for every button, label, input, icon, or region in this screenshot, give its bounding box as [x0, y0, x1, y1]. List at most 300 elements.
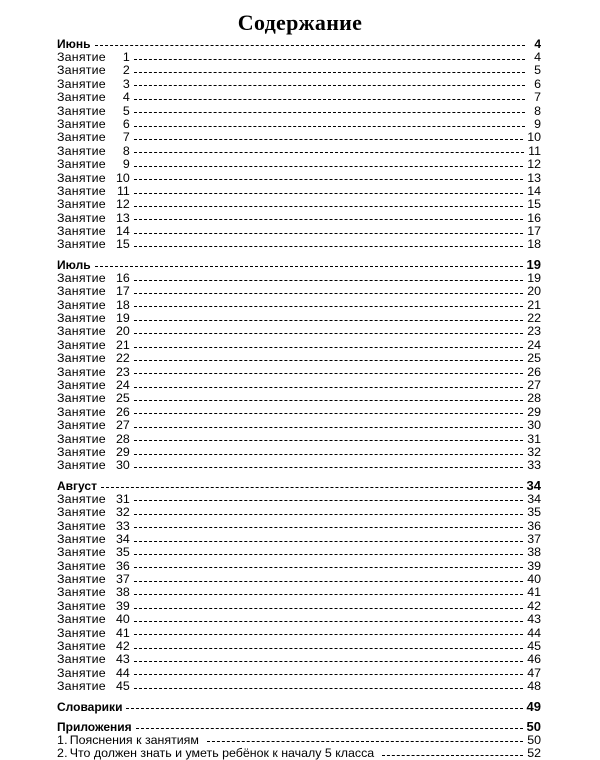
dot-leader	[134, 633, 523, 635]
dot-leader	[134, 607, 523, 609]
lesson-entry[interactable]	[57, 91, 541, 104]
entry-number: 38	[116, 585, 130, 600]
entry-label	[57, 145, 130, 158]
entry-number: 9	[122, 157, 130, 172]
lesson-entry[interactable]	[57, 172, 541, 185]
lesson-entry[interactable]	[57, 459, 541, 472]
lesson-entry[interactable]	[57, 627, 541, 640]
dot-leader	[134, 205, 523, 207]
entry-word: Занятие	[57, 210, 106, 225]
entry-number: 24	[116, 377, 130, 392]
dot-leader	[134, 553, 523, 555]
entry-number: 21	[116, 337, 130, 352]
entry-label	[57, 172, 130, 185]
entry-number: Что должен знать и уметь ребёнок к началу 5 класса	[69, 745, 375, 760]
section-page-number: 4	[534, 37, 541, 51]
entry-label	[57, 118, 130, 131]
entry-page-number: 27	[527, 377, 541, 392]
entry-page-number: 43	[527, 612, 541, 627]
dot-leader	[134, 165, 523, 167]
entry-label	[57, 285, 130, 298]
entry-word: Занятие	[57, 572, 106, 587]
lesson-entry[interactable]	[57, 198, 541, 211]
entry-page-number: 14	[527, 183, 541, 198]
entry-label	[57, 627, 130, 640]
entry-word: Занятие	[57, 639, 106, 654]
section-heading[interactable]	[57, 479, 541, 493]
entry-label	[57, 299, 130, 312]
entry-word: Занятие	[57, 116, 106, 131]
dot-leader	[134, 305, 523, 307]
entry-number: 35	[116, 545, 130, 560]
entry-number: 39	[116, 598, 130, 613]
lesson-entry[interactable]	[57, 667, 541, 680]
entry-label	[57, 573, 130, 586]
dot-leader	[134, 279, 523, 281]
entry-number: 26	[116, 404, 130, 419]
section-heading[interactable]	[57, 258, 541, 272]
entry-label	[57, 379, 130, 392]
entry-label	[57, 586, 130, 599]
entry-number: 10	[116, 170, 130, 185]
entry-page-number: 16	[527, 210, 541, 225]
entry-number: 29	[116, 444, 130, 459]
dot-leader	[207, 740, 523, 742]
entry-label	[57, 613, 130, 626]
dot-leader	[95, 44, 526, 46]
entry-page-number: 11	[528, 143, 541, 158]
entry-page-number: 24	[527, 337, 541, 352]
entry-label	[57, 493, 130, 506]
entry-label	[57, 680, 130, 693]
section-page-number: 49	[526, 698, 541, 714]
entry-word: Занятие	[57, 679, 106, 694]
entry-number: 3	[122, 76, 130, 91]
entry-label	[57, 734, 203, 747]
entry-label	[57, 64, 130, 77]
dot-leader	[134, 71, 525, 73]
toc-section	[57, 700, 541, 714]
entry-page-number: 37	[527, 531, 541, 546]
section-heading[interactable]	[57, 700, 541, 714]
lesson-entry[interactable]	[57, 225, 541, 238]
lesson-entry[interactable]	[57, 238, 541, 251]
lesson-entry[interactable]	[57, 392, 541, 405]
dot-leader	[134, 192, 523, 194]
entry-page-number: 15	[527, 197, 541, 212]
entry-word: Занятие	[57, 170, 106, 185]
entry-number: 44	[116, 665, 130, 680]
entry-number: 27	[116, 418, 130, 433]
entry-label	[57, 747, 378, 760]
dot-leader	[134, 453, 523, 455]
entry-page-number: 52	[527, 745, 541, 760]
dot-leader	[134, 372, 523, 374]
entry-word: Занятие	[57, 665, 106, 680]
toc-section	[57, 258, 541, 473]
entry-label	[57, 185, 130, 198]
entry-word: Занятие	[57, 431, 106, 446]
entry-label	[57, 325, 130, 338]
dot-leader	[134, 566, 523, 568]
lesson-entry[interactable]	[57, 379, 541, 392]
entry-word: Занятие	[57, 598, 106, 613]
entry-page-number: 46	[527, 652, 541, 667]
lesson-entry[interactable]	[57, 272, 541, 285]
entry-page-number: 22	[527, 311, 541, 326]
entry-word: Занятие	[57, 337, 106, 352]
lesson-entry[interactable]	[57, 586, 541, 599]
dot-leader	[134, 439, 523, 441]
entry-number: 34	[116, 531, 130, 546]
entry-word: Занятие	[57, 531, 106, 546]
dot-leader	[134, 386, 523, 388]
entry-label	[57, 546, 130, 559]
entry-number: 43	[116, 652, 130, 667]
lesson-entry[interactable]	[57, 325, 541, 338]
lesson-entry[interactable]	[57, 352, 541, 365]
entry-number: 23	[116, 364, 130, 379]
lesson-entry[interactable]	[57, 366, 541, 379]
entry-label	[57, 78, 130, 91]
entry-number: 7	[122, 130, 130, 145]
entry-word: Занятие	[57, 50, 106, 64]
entry-label	[57, 560, 130, 573]
entry-word: Занятие	[57, 404, 106, 419]
lesson-entry[interactable]	[57, 299, 541, 312]
dot-leader	[134, 346, 523, 348]
entry-label	[57, 51, 130, 64]
entry-word: Занятие	[57, 458, 106, 473]
dot-leader	[136, 727, 523, 729]
entry-word: Занятие	[57, 284, 106, 299]
entry-page-number: 23	[527, 324, 541, 339]
lesson-entry[interactable]	[57, 312, 541, 325]
entry-number: 28	[116, 431, 130, 446]
entry-number: 8	[122, 143, 130, 158]
entry-word: Занятие	[57, 63, 106, 78]
dot-leader	[134, 673, 523, 675]
entry-word: Занятие	[57, 270, 106, 285]
entry-label	[57, 600, 130, 613]
dot-leader	[134, 620, 523, 622]
lesson-entry[interactable]	[57, 600, 541, 613]
entry-page-number: 42	[527, 598, 541, 613]
toc-section	[57, 720, 541, 760]
dot-leader	[134, 513, 523, 515]
entry-page-number: 18	[527, 237, 541, 252]
entry-label	[57, 640, 130, 653]
lesson-entry[interactable]	[57, 64, 541, 77]
table-of-contents	[57, 37, 541, 760]
entry-number: 18	[116, 297, 130, 312]
entry-page-number: 8	[534, 103, 541, 118]
entry-label	[57, 506, 130, 519]
entry-word: Занятие	[57, 625, 106, 640]
entry-number: 19	[116, 311, 130, 326]
entry-word: Занятие	[57, 130, 106, 145]
lesson-entry[interactable]	[57, 212, 541, 225]
entry-word: Занятие	[57, 197, 106, 212]
lesson-entry[interactable]	[57, 105, 541, 118]
entry-page-number: 28	[527, 391, 541, 406]
entry-page-number: 44	[527, 625, 541, 640]
lesson-entry[interactable]	[57, 339, 541, 352]
entry-label	[57, 433, 130, 446]
entry-page-number: 38	[527, 545, 541, 560]
entry-label	[57, 158, 130, 171]
dot-leader	[134, 292, 523, 294]
entry-number: 37	[116, 572, 130, 587]
entry-label	[57, 312, 130, 325]
entry-page-number: 5	[534, 63, 541, 78]
entry-word: Занятие	[57, 585, 106, 600]
entry-page-number: 19	[527, 270, 541, 285]
lesson-entry[interactable]	[57, 131, 541, 144]
entry-number: 15	[116, 237, 130, 252]
entry-page-number: 7	[534, 90, 541, 105]
dot-leader	[134, 526, 523, 528]
entry-word: Занятие	[57, 505, 106, 520]
entry-word: 1.	[57, 732, 68, 747]
entry-word: Занятие	[57, 652, 106, 667]
dot-leader	[382, 754, 523, 756]
entry-number: 20	[116, 324, 130, 339]
entry-word: Занятие	[57, 183, 106, 198]
dot-leader	[134, 232, 523, 234]
entry-number: 5	[122, 103, 130, 118]
lesson-entry[interactable]	[57, 493, 541, 506]
lesson-entry[interactable]	[57, 419, 541, 432]
dot-leader	[134, 399, 523, 401]
lesson-entry[interactable]	[57, 406, 541, 419]
section-page-number: 19	[526, 256, 541, 272]
dot-leader	[134, 499, 523, 501]
dot-leader	[134, 178, 523, 180]
entry-number: 36	[116, 558, 130, 573]
dot-leader	[95, 265, 523, 267]
section-heading[interactable]	[57, 720, 541, 734]
entry-label	[57, 459, 130, 472]
entry-page-number: 29	[527, 404, 541, 419]
entry-label	[57, 105, 130, 118]
entry-number: 40	[116, 612, 130, 627]
entry-label	[57, 352, 130, 365]
section-title: Июнь	[57, 37, 91, 51]
dot-leader	[134, 58, 525, 60]
entry-page-number: 50	[527, 732, 541, 747]
section-page-number: 34	[526, 477, 541, 493]
entry-number: 1	[122, 50, 130, 64]
entry-page-number: 12	[527, 157, 541, 172]
dot-leader	[134, 593, 523, 595]
entry-word: 2.	[57, 745, 68, 760]
entry-label	[57, 131, 130, 144]
entry-number: 16	[116, 270, 130, 285]
dot-leader	[134, 151, 524, 153]
entry-word: Занятие	[57, 224, 106, 239]
dot-leader	[134, 245, 523, 247]
entry-label	[57, 533, 130, 546]
entry-number: 11	[116, 183, 130, 198]
lesson-entry[interactable]	[57, 533, 541, 546]
entry-label	[57, 392, 130, 405]
entry-page-number: 25	[527, 351, 541, 366]
entry-page-number: 48	[527, 679, 541, 694]
entry-word: Занятие	[57, 518, 106, 533]
lesson-entry[interactable]	[57, 573, 541, 586]
entry-page-number: 26	[527, 364, 541, 379]
entry-word: Занятие	[57, 324, 106, 339]
lesson-entry[interactable]	[57, 546, 541, 559]
appendix-entry[interactable]	[57, 734, 541, 747]
entry-label	[57, 212, 130, 225]
entry-page-number: 41	[527, 585, 541, 600]
lesson-entry[interactable]	[57, 118, 541, 131]
entry-page-number: 31	[527, 431, 541, 446]
section-page-number: 50	[526, 718, 541, 734]
entry-number: 22	[116, 351, 130, 366]
section-heading[interactable]	[57, 37, 541, 51]
entry-word: Занятие	[57, 351, 106, 366]
dot-leader	[134, 319, 523, 321]
dot-leader	[134, 687, 523, 689]
entry-word: Занятие	[57, 90, 106, 105]
entry-number: 33	[116, 518, 130, 533]
entry-page-number: 10	[527, 130, 541, 145]
lesson-entry[interactable]	[57, 560, 541, 573]
entry-label	[57, 198, 130, 211]
entry-page-number: 9	[534, 116, 541, 131]
lesson-entry[interactable]	[57, 78, 541, 91]
dot-leader	[134, 426, 523, 428]
entry-page-number: 47	[527, 665, 541, 680]
entry-word: Занятие	[57, 311, 106, 326]
dot-leader	[101, 486, 523, 488]
entry-number: 12	[116, 197, 130, 212]
entry-label	[57, 520, 130, 533]
entry-number: 32	[116, 505, 130, 520]
entry-number: 6	[122, 116, 130, 131]
entry-page-number: 20	[527, 284, 541, 299]
lesson-entry[interactable]	[57, 185, 541, 198]
section-title: Август	[57, 478, 97, 493]
dot-leader	[134, 138, 523, 140]
entry-number: 17	[116, 284, 130, 299]
entry-word: Занятие	[57, 76, 106, 91]
entry-label	[57, 339, 130, 352]
dot-leader	[134, 540, 523, 542]
entry-label	[57, 238, 130, 251]
entry-word: Занятие	[57, 377, 106, 392]
dot-leader	[134, 359, 523, 361]
lesson-entry[interactable]	[57, 446, 541, 459]
entry-number: 13	[116, 210, 130, 225]
dot-leader	[134, 98, 525, 100]
entry-label	[57, 366, 130, 379]
entry-page-number: 6	[534, 76, 541, 91]
lesson-entry[interactable]	[57, 506, 541, 519]
dot-leader	[134, 84, 525, 86]
entry-word: Занятие	[57, 103, 106, 118]
entry-label	[57, 446, 130, 459]
entry-label	[57, 419, 130, 432]
dot-leader	[134, 580, 523, 582]
dot-leader	[134, 218, 523, 220]
entry-page-number: 39	[527, 558, 541, 573]
section-title: Приложения	[57, 719, 132, 734]
entry-word: Занятие	[57, 143, 106, 158]
section-title: Словарики	[57, 699, 123, 714]
entry-page-number: 17	[527, 224, 541, 239]
appendix-entry[interactable]	[57, 747, 541, 760]
entry-page-number: 40	[527, 572, 541, 587]
lesson-entry[interactable]	[57, 613, 541, 626]
entry-word: Занятие	[57, 297, 106, 312]
lesson-entry[interactable]	[57, 433, 541, 446]
entry-number: 31	[116, 491, 130, 506]
lesson-entry[interactable]	[57, 158, 541, 171]
lesson-entry[interactable]	[57, 680, 541, 693]
entry-word: Занятие	[57, 612, 106, 627]
entry-number: 45	[116, 679, 130, 694]
entry-page-number: 30	[527, 418, 541, 433]
entry-word: Занятие	[57, 364, 106, 379]
page-title: Содержание	[237, 10, 363, 35]
entry-number: 14	[116, 224, 130, 239]
entry-number: 4	[122, 90, 130, 105]
entry-page-number: 45	[527, 639, 541, 654]
entry-page-number: 33	[527, 458, 541, 473]
lesson-entry[interactable]	[57, 51, 541, 64]
entry-label	[57, 91, 130, 104]
entry-number: 41	[116, 625, 130, 640]
entry-word: Занятие	[57, 237, 106, 252]
dot-leader	[134, 332, 523, 334]
entry-number: 2	[122, 63, 130, 78]
entry-label	[57, 667, 130, 680]
entry-label	[57, 653, 130, 666]
entry-word: Занятие	[57, 391, 106, 406]
dot-leader	[126, 707, 522, 709]
entry-label	[57, 272, 130, 285]
entry-page-number: 21	[527, 297, 541, 312]
lesson-entry[interactable]	[57, 653, 541, 666]
entry-word: Занятие	[57, 157, 106, 172]
entry-page-number: 34	[527, 491, 541, 506]
lesson-entry[interactable]	[57, 640, 541, 653]
entry-page-number: 4	[534, 50, 541, 64]
entry-number: 42	[116, 639, 130, 654]
entry-page-number: 35	[527, 505, 541, 520]
dot-leader	[134, 111, 525, 113]
lesson-entry[interactable]	[57, 285, 541, 298]
toc-section	[57, 37, 541, 252]
dot-leader	[134, 412, 523, 414]
lesson-entry[interactable]	[57, 145, 541, 158]
lesson-entry[interactable]	[57, 520, 541, 533]
entry-page-number: 32	[527, 444, 541, 459]
entry-word: Занятие	[57, 418, 106, 433]
entry-word: Занятие	[57, 444, 106, 459]
entry-label	[57, 406, 130, 419]
dot-leader	[134, 660, 523, 662]
entry-number: Пояснения к занятиям	[69, 732, 199, 747]
dot-leader	[134, 466, 523, 468]
entry-number: 30	[116, 458, 130, 473]
entry-word: Занятие	[57, 558, 106, 573]
dot-leader	[134, 647, 523, 649]
